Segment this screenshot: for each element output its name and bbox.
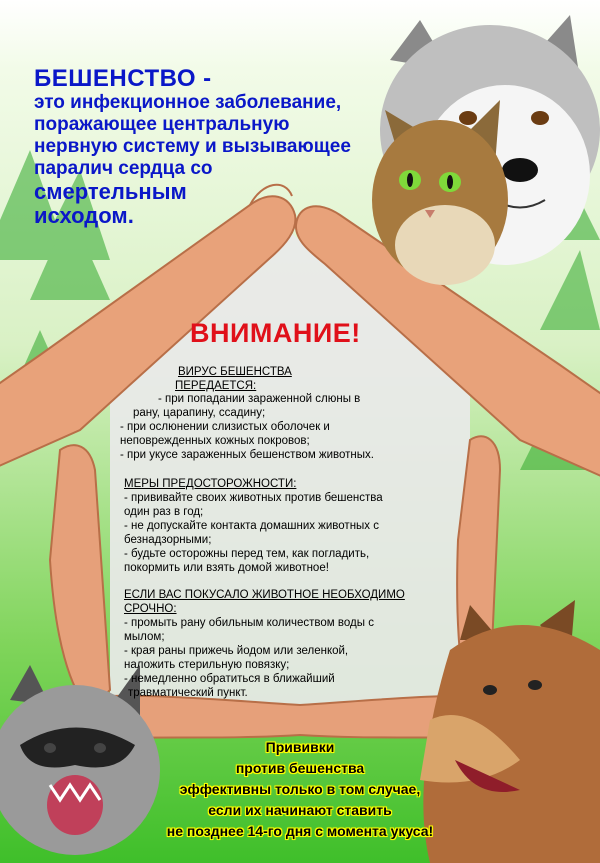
notice-line: эффективны только в том случае, [179,781,421,797]
precaution-line: покормить или взять домой животное! [124,562,329,574]
transmission-line: неповрежденных кожных покровов; [120,435,310,447]
title-block [34,66,384,228]
left-wall-hand [50,445,110,710]
poster-heading: БЕШЕНСТВО - [34,65,212,92]
title-line: поражающее центральную [34,114,290,135]
title-line: паралич сердца со [34,158,213,179]
notice-line: Прививки [265,739,335,755]
title-line: это инфекционное заболевание, [34,92,342,113]
notice-line: не позднее 14-го дня с момента укуса! [166,823,434,839]
title-line: нервную систему и вызывающее [34,136,351,157]
precaution-line: один раз в год; [124,506,204,518]
if-bitten-line: наложить стерильную повязку; [124,659,290,671]
precaution-line: безнадзорными; [124,534,212,546]
title-strong-line: смертельным [34,179,187,204]
transmission-heading: ВИРУС БЕШЕНСТВА [178,366,292,378]
if-bitten-line: травматический пункт. [128,687,248,699]
precaution-line: - будьте осторожны перед тем, как погладить, [124,548,370,560]
transmission-line: - при попадании зараженной слюны в [158,393,361,405]
precautions-heading: МЕРЫ ПРЕДОСТОРОЖНОСТИ: [124,478,297,490]
transmission-line: - при ослюнении слизистых оболочек и [120,421,330,433]
vaccination-notice [150,737,450,842]
if-bitten-line: - промыть рану обильным количеством воды с [124,617,374,629]
notice-line: если их начинают ставить [208,802,392,818]
precaution-line: - прививайте своих животных против бешенства [124,492,383,504]
attention-heading: ВНИМАНИЕ! [190,318,361,348]
precaution-line: - не допускайте контакта домашних животных с [124,520,380,532]
transmission-line: - при укусе зараженных бешенством животных. [120,449,374,461]
notice-line: против бешенства [235,760,365,776]
if-bitten-line: - немедленно обратиться в ближайший [124,673,335,685]
transmission-line: рану, царапину, ссадину; [133,407,266,419]
if-bitten-line: мылом; [124,631,165,643]
if-bitten-heading: СРОЧНО: [124,603,177,615]
title-strong-line: исходом. [34,203,134,228]
if-bitten-heading: ЕСЛИ ВАС ПОКУСАЛО ЖИВОТНОЕ НЕОБХОДИМО [124,589,405,601]
if-bitten-line: - края раны прижечь йодом или зеленкой, [124,645,349,657]
transmission-heading: ПЕРЕДАЕТСЯ: [175,380,257,392]
